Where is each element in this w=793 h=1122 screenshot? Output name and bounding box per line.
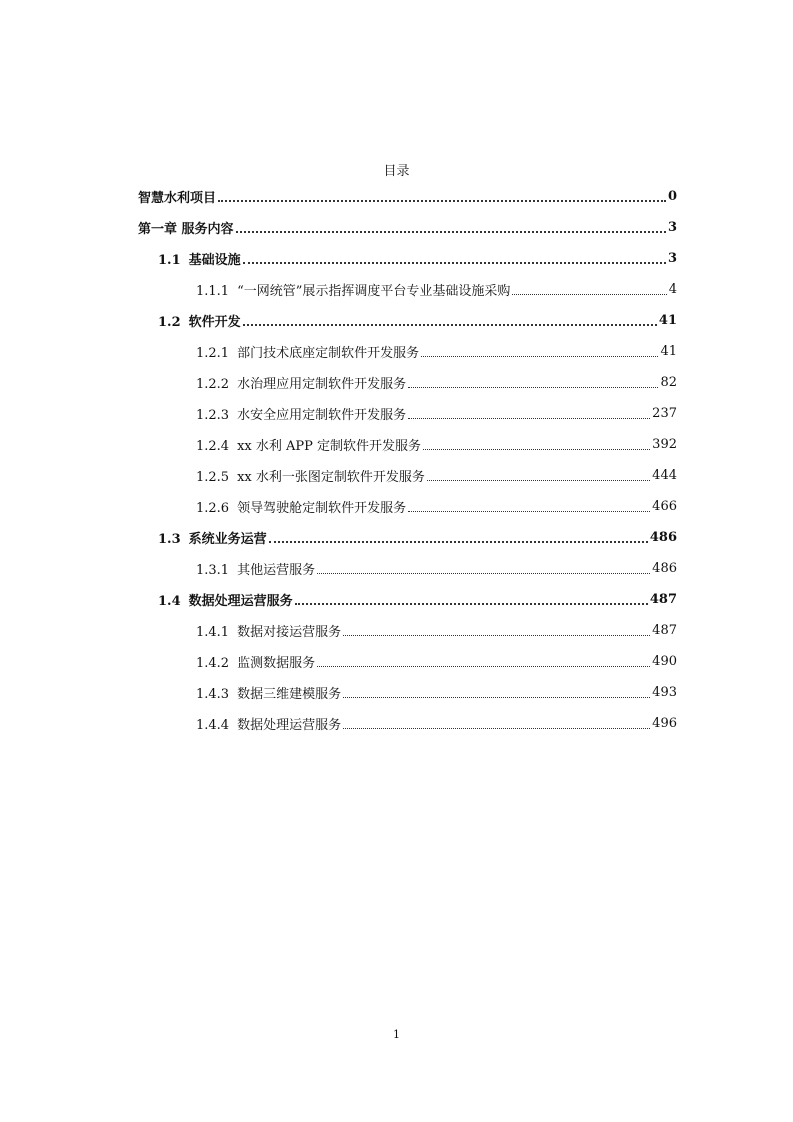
toc-entry-number: 1.1.1 — [196, 284, 230, 299]
toc-entry[interactable] — [138, 212, 677, 243]
toc-entry-title: 数据对接运营服务 — [237, 625, 342, 640]
toc-dot-leader — [408, 405, 650, 419]
toc-entry[interactable] — [138, 553, 677, 584]
toc-entry-label — [196, 435, 421, 454]
toc-entry[interactable] — [138, 429, 677, 460]
toc-entry[interactable] — [138, 584, 677, 615]
toc-entry-title: 领导驾驶舱定制软件开发服务 — [237, 501, 407, 516]
toc-entry-number: 1.3 — [158, 532, 181, 547]
toc-entry-title: 水治理应用定制软件开发服务 — [237, 377, 407, 392]
toc-entry-label — [138, 218, 234, 237]
toc-dot-leader — [423, 436, 650, 450]
toc-entry-label — [196, 621, 341, 640]
toc-entry-page: 486 — [649, 530, 677, 545]
toc-entry-title: 部门技术底座定制软件开发服务 — [237, 346, 420, 361]
toc-entry-title: 数据三维建模服务 — [237, 687, 342, 702]
toc-entry-title: 水安全应用定制软件开发服务 — [237, 408, 407, 423]
toc-entry[interactable] — [138, 460, 677, 491]
toc-entry-page: 237 — [652, 406, 677, 421]
toc-entry-title: 系统业务运营 — [188, 532, 267, 547]
toc-dot-leader — [317, 560, 650, 574]
toc-entry[interactable] — [138, 181, 677, 212]
toc-entry-title: “一网统管”展示指挥调度平台专业基础设施采购 — [237, 284, 511, 299]
toc-entry-number: 1.1 — [158, 253, 181, 268]
toc-dot-leader — [343, 622, 650, 636]
toc-dot-leader — [295, 590, 648, 605]
toc-entry-page: 487 — [652, 623, 677, 638]
toc-entry-title: 软件开发 — [188, 315, 241, 330]
toc-dot-leader — [236, 218, 666, 233]
toc-entry-page: 0 — [667, 189, 677, 204]
toc-entry-title: 第一章 服务内容 — [138, 222, 234, 237]
toc-entry-page: 41 — [658, 313, 677, 328]
toc-entry-number: 1.4.4 — [196, 718, 230, 733]
toc-entry-label — [196, 497, 406, 516]
toc-entry[interactable] — [138, 646, 677, 677]
toc-dot-leader — [408, 498, 650, 512]
toc-entry-number: 1.2.3 — [196, 408, 230, 423]
toc-dot-leader — [512, 281, 666, 295]
toc-entry[interactable] — [138, 305, 677, 336]
toc-entry-number: 1.4.2 — [196, 656, 230, 671]
toc-entry-label — [158, 528, 267, 547]
toc-entry-number: 1.3.1 — [196, 563, 230, 578]
toc-entry-label — [196, 714, 341, 733]
toc-dot-leader — [427, 467, 650, 481]
toc-entry-title: 数据处理运营服务 — [237, 718, 342, 733]
toc-entry-label — [196, 559, 315, 578]
toc-entry-title: 其他运营服务 — [237, 563, 316, 578]
toc-entry[interactable] — [138, 274, 677, 305]
toc-dot-leader — [343, 715, 650, 729]
toc-entry-number: 1.4 — [158, 594, 181, 609]
toc-dot-leader — [343, 684, 650, 698]
toc-entry-title: 监测数据服务 — [237, 656, 316, 671]
toc-entry-number: 1.4.3 — [196, 687, 230, 702]
toc-dot-leader — [317, 653, 650, 667]
toc-entry-title: xx 水利 APP 定制软件开发服务 — [237, 439, 422, 454]
toc-entry-label — [196, 683, 341, 702]
toc-entry[interactable] — [138, 336, 677, 367]
toc-entry[interactable] — [138, 522, 677, 553]
toc-entry-label — [196, 404, 406, 423]
toc-entry-page: 41 — [660, 344, 677, 359]
toc-entry-page: 3 — [667, 220, 677, 235]
toc-entry-page: 487 — [649, 592, 677, 607]
toc-dot-leader — [408, 374, 658, 388]
toc-entry-label — [196, 373, 406, 392]
toc-dot-leader — [243, 249, 666, 264]
toc-entry-number: 1.2 — [158, 315, 181, 330]
toc-entry-title: 智慧水利项目 — [138, 191, 217, 206]
toc-dot-leader — [421, 343, 658, 357]
toc-entry-title: xx 水利一张图定制软件开发服务 — [237, 470, 425, 485]
toc-entry-number: 1.2.1 — [196, 346, 230, 361]
toc-entry-page: 3 — [667, 251, 677, 266]
toc-entry[interactable] — [138, 367, 677, 398]
toc-entry-page: 486 — [652, 561, 677, 576]
toc-entry-page: 444 — [652, 468, 677, 483]
toc-entry-page: 490 — [652, 654, 677, 669]
toc-entry-label — [196, 652, 315, 671]
toc-entry-label — [158, 590, 293, 609]
page-number: 1 — [393, 1028, 400, 1041]
toc-entry[interactable] — [138, 398, 677, 429]
toc-entry-page: 4 — [668, 282, 677, 297]
table-of-contents — [138, 181, 677, 739]
toc-entry-page: 493 — [652, 685, 677, 700]
toc-entry[interactable] — [138, 677, 677, 708]
toc-dot-leader — [243, 311, 657, 326]
toc-heading: 目录 — [383, 164, 410, 179]
toc-entry-page: 466 — [652, 499, 677, 514]
toc-entry-title: 数据处理运营服务 — [188, 594, 293, 609]
toc-entry-page: 496 — [652, 716, 677, 731]
toc-entry-number: 1.2.4 — [196, 439, 230, 454]
toc-dot-leader — [218, 187, 666, 202]
toc-entry-number: 1.2.5 — [196, 470, 230, 485]
toc-entry-label — [158, 249, 241, 268]
toc-entry[interactable] — [138, 491, 677, 522]
toc-entry-number: 1.2.6 — [196, 501, 230, 516]
toc-dot-leader — [269, 528, 648, 543]
toc-entry-label — [158, 311, 241, 330]
toc-entry[interactable] — [138, 615, 677, 646]
toc-entry-label — [196, 280, 510, 299]
toc-entry-page: 392 — [652, 437, 677, 452]
toc-entry-number: 1.4.1 — [196, 625, 230, 640]
toc-entry[interactable] — [138, 708, 677, 739]
toc-entry-page: 82 — [660, 375, 677, 390]
toc-entry-label — [196, 342, 419, 361]
toc-entry[interactable] — [138, 243, 677, 274]
toc-entry-label — [196, 466, 425, 485]
toc-entry-title: 基础设施 — [188, 253, 241, 268]
toc-entry-label — [138, 187, 216, 206]
toc-entry-number: 1.2.2 — [196, 377, 230, 392]
